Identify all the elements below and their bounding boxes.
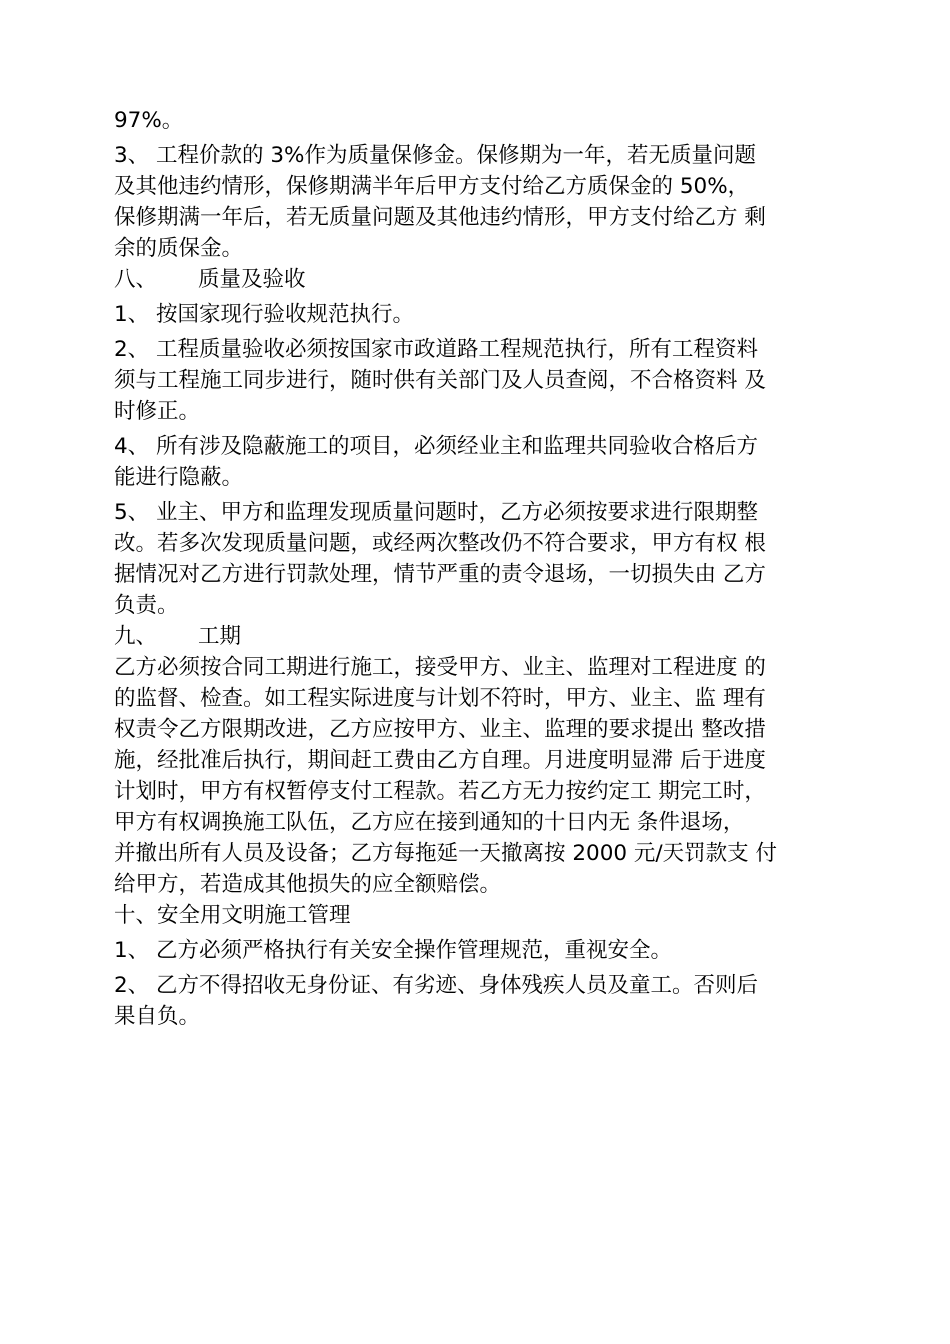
text-line: 果自负。 [114,1004,201,1029]
text-line: 4、 所有涉及隐蔽施工的项目，必须经业主和监理共同验收合格后方 [114,434,759,459]
text-line: 1、 乙方必须严格执行有关安全操作管理规范，重视安全。 [114,938,673,963]
text-line: 乙方必须按合同工期进行施工，接受甲方、业主、监理对工程进度 的 [114,655,766,680]
text-line: 97%。 [114,108,184,133]
text-line: 时修正。 [114,399,201,424]
text-line: 据情况对乙方进行罚款处理，情节严重的责令退场，一切损失由 乙方 [114,562,766,587]
text-line: 3、 工程价款的 3%作为质量保修金。保修期为一年，若无质量问题 [114,143,756,168]
text-line: 计划时，甲方有权暂停支付工程款。若乙方无力按约定工 期完工时， [114,779,766,804]
text-line: 2、 乙方不得招收无身份证、有劣迹、身体残疾人员及童工。否则后 [114,973,759,998]
document-body [114,105,838,1032]
text-line: 保修期满一年后，若无质量问题及其他违约情形，甲方支付给乙方 剩 [114,205,766,230]
section-heading: 八、 质量及验收 [114,267,306,292]
text-line: 须与工程施工同步进行，随时供有关部门及人员查阅，不合格资料 及 [114,368,766,393]
text-line: 权责令乙方限期改进，乙方应按甲方、业主、监理的要求提出 整改措 [114,717,766,742]
text-line: 2、 工程质量验收必须按国家市政道路工程规范执行，所有工程资料 [114,337,759,362]
text-line: 5、 业主、甲方和监理发现质量问题时，乙方必须按要求进行限期整 [114,500,759,525]
text-line: 及其他违约情形，保修期满半年后甲方支付给乙方质保金的 50%， [114,174,750,199]
text-line: 能进行隐蔽。 [114,465,244,490]
text-line: 的监督、检查。如工程实际进度与计划不符时，甲方、业主、监 理有 [114,686,766,711]
text-line: 负责。 [114,593,179,618]
text-line: 改。若多次发现质量问题，或经两次整改仍不符合要求，甲方有权 根 [114,531,766,556]
text-line: 施，经批准后执行，期间赶工费由乙方自理。月进度明显滞 后于进度 [114,748,766,773]
section-heading: 十、安全用文明施工管理 [114,903,351,928]
section-heading: 九、 工期 [114,624,242,649]
text-line: 给甲方，若造成其他损失的应全额赔偿。 [114,872,502,897]
text-line: 并撤出所有人员及设备；乙方每拖延一天撤离按 2000 元/天罚款支 付 [114,841,777,866]
text-line: 1、 按国家现行验收规范执行。 [114,302,415,327]
text-line: 甲方有权调换施工队伍，乙方应在接到通知的十日内无 条件退场， [114,810,745,835]
text-line: 余的质保金。 [114,236,244,261]
